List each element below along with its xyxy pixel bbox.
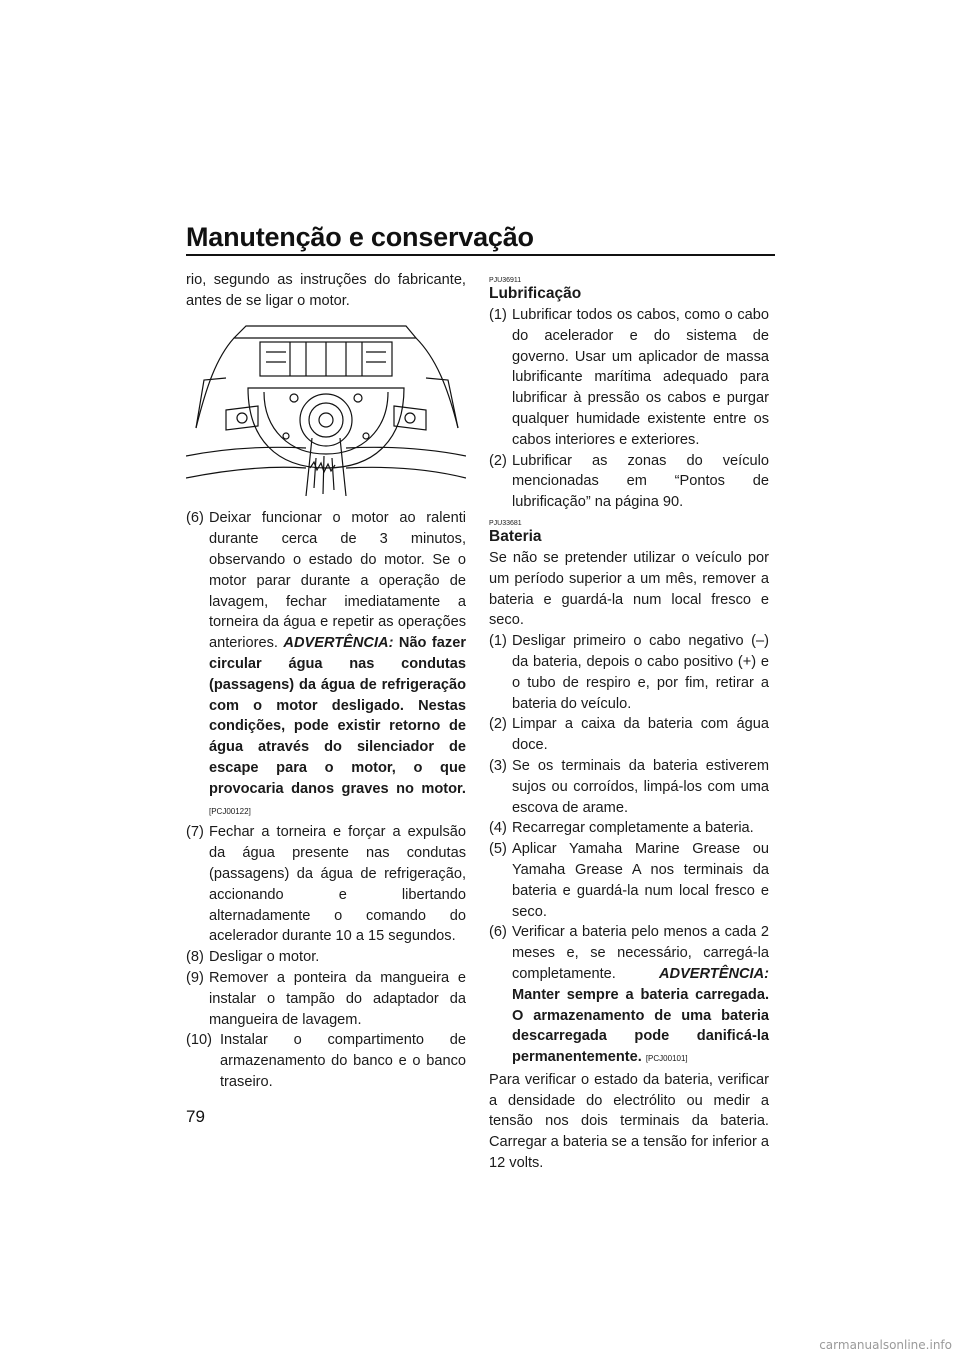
warning-text: Manter sempre a bateria carregada. O armazenamento de uma bateria descarregada pode danificá-la permanentemente. <box>512 986 769 1066</box>
warning-label: ADVERTÊNCIA: <box>658 965 769 982</box>
reference-code: [PCJ00101] <box>645 1054 688 1064</box>
list-item: (2) Lubrificar as zonas do veículo mencionadas em “Pontos de lubrificação” na página 90. <box>489 452 769 511</box>
intro-paragraph: rio, segundo as instruções do fabricante, antes de se ligar o motor. <box>186 272 466 309</box>
warning-text: Não fazer circular água nas condutas (passagens) da água de refrigeração com o motor desligado. Nestas condições, pode existir retorno de água através do silenciador de escape para o motor, o que provocaria danos graves no motor. <box>209 635 467 797</box>
list-item: (1) Lubrificar todos os cabos, como o cabo do acelerador e do sistema de governo. Usar um aplicador de massa lubrificante marítima adequado para lubrificar à pressão os cabos e purgar qualquer humidade existente entre os cabos interiores e exteriores. <box>489 307 769 448</box>
battery-outro: Para verificar o estado da bateria, verificar a densidade do electrólito ou medir a tensão nos dois terminais da bateria. Carregar a bateria se a tensão for inferior a 12 volts. <box>489 1071 769 1172</box>
battery-intro: Se não se pretender utilizar o veículo por um período superior a um mês, remover a bateria e guardá-la num local fresco e seco. <box>489 549 769 629</box>
right-column <box>489 270 769 1174</box>
title-rule <box>186 254 775 256</box>
list-item: (6) Verificar a bateria pelo menos a cada 2 meses e, se necessário, carregá-la completamente. ADVERTÊNCIA: Manter sempre a bateria carregada. O armazenamento de uma bateria descarregada pode danificá-la permanentemente. [PCJ00101] <box>489 924 769 1066</box>
list-item: (2) Limpar a caixa da bateria com água doce. <box>489 716 769 754</box>
list-item: (7) Fechar a torneira e forçar a expulsão da água presente nas condutas (passagens) da água de refrigeração, accionando e libertando alternadamente o comando do acelerador durante 10 a 15 segundos. <box>186 824 466 945</box>
list-item: (6) Deixar funcionar o motor ao ralenti durante cerca de 3 minutos, observando o estado do motor. Se o motor parar durante a operação de lavagem, fechar imediatamente a torneira da água e repetir as operações anteriores. ADVERTÊNCIA: Não fazer circular água nas condutas (passagens) da água de refrigeração com o motor desligado. Nestas condições, pode existir retorno de água através do silenciador de escape para o motor, o que provocaria danos graves no motor. [PCJ00122] <box>186 510 467 816</box>
section-title-battery: Bateria <box>489 527 542 545</box>
jet-ski-rear-illustration <box>186 318 466 498</box>
warning-label: ADVERTÊNCIA: <box>283 635 394 652</box>
left-column <box>186 270 466 1093</box>
list-item: (1) Desligar primeiro o cabo negativo (–) da bateria, depois o cabo positivo (+) e o tubo de respiro e, por fim, retirar a bateria do veículo. <box>489 633 769 712</box>
list-item: (3) Se os terminais da bateria estiverem sujos ou corroídos, limpá-los com uma escova de arame. <box>489 757 769 816</box>
reference-code: [PCJ00122] <box>209 806 251 816</box>
page-number: 79 <box>186 1107 205 1126</box>
list-item: (4) Recarregar completamente a bateria. <box>489 820 754 837</box>
list-item: (8) Desligar o motor. <box>186 949 320 966</box>
section-code: PJU36911 <box>489 277 522 284</box>
list-item: (10) Instalar o compartimento de armazenamento do banco e o banco traseiro. <box>186 1032 466 1090</box>
list-item: (5) Aplicar Yamaha Marine Grease ou Yamaha Grease A nos terminais da bateria e guardá-la num local fresco e seco. <box>489 841 769 920</box>
watermark: carmanualsonline.info <box>819 1338 952 1352</box>
page-title: Manutenção e conservação <box>186 222 534 252</box>
section-code: PJU33681 <box>489 519 522 527</box>
section-title-lubrication: Lubrificação <box>489 285 582 302</box>
list-item: (9) Remover a ponteira da mangueira e instalar o tampão do adaptador da mangueira de lavagem. <box>186 969 466 1028</box>
